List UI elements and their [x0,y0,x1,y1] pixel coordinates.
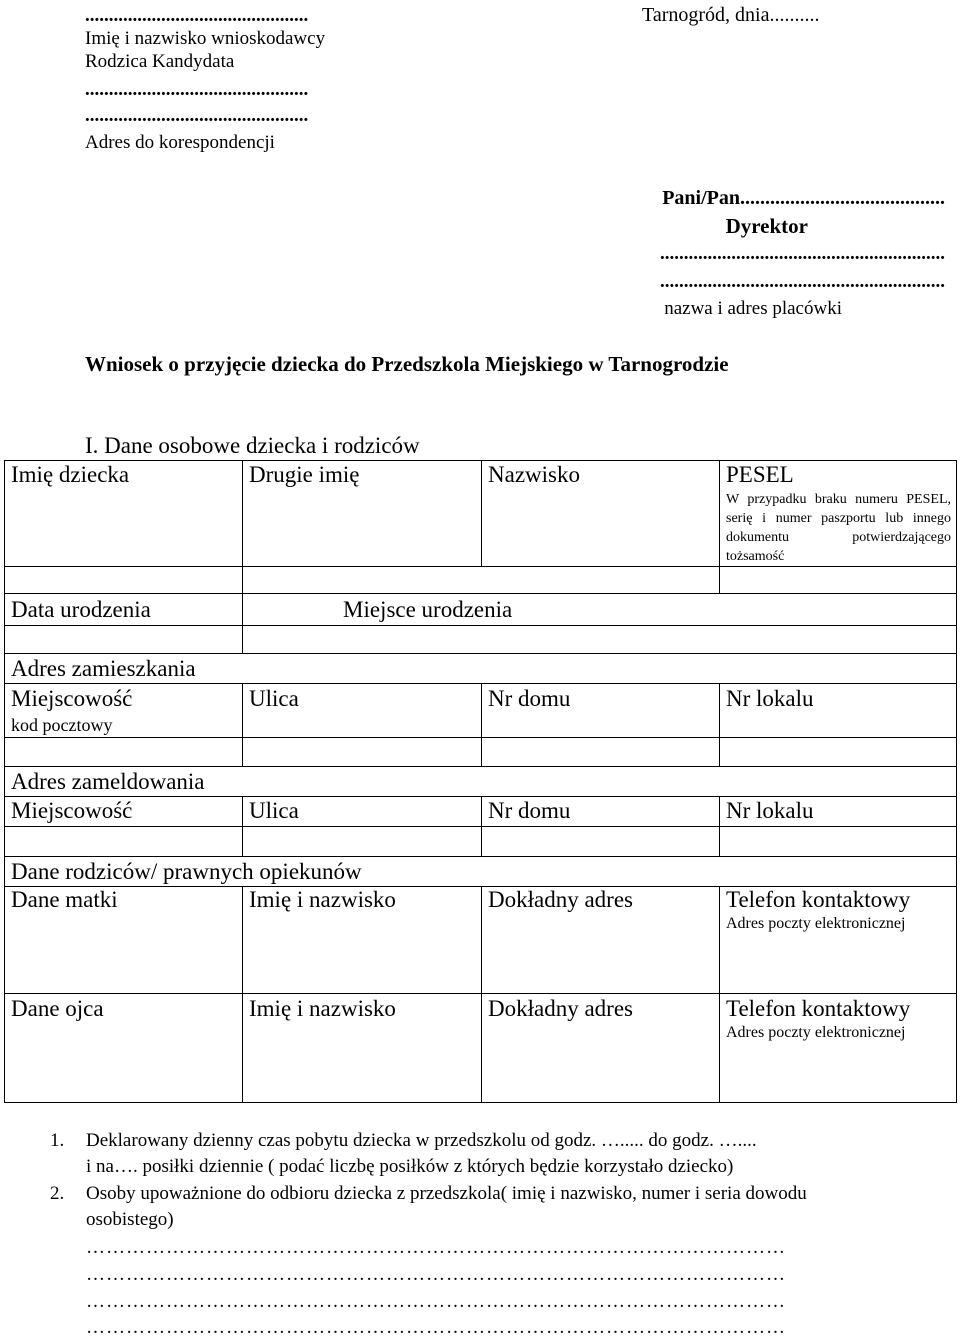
recipient-role: Dyrektor [725,214,808,238]
parents-heading: Dane rodziców/ prawnych opiekunów [11,859,362,884]
child-surname-label: Nazwisko [488,462,580,487]
mother-label: Dane matki [11,887,118,912]
child-names-field[interactable] [243,567,718,593]
authorized-persons-line-3[interactable]: …………………………………………………………………………………………… [86,1291,786,1312]
correspondence-address-label: Adres do korespondencji [85,132,275,153]
residence-postal-label: kod pocztowy [11,715,113,735]
father-email-label: Adres poczty elektronicznej [726,1024,906,1041]
residence-city-field[interactable] [5,738,242,766]
item-1-line-2: i na…. posiłki dziennie ( podać liczbę posiłków z których będzie korzystało dziecko) [86,1156,734,1177]
authorized-persons-line-2[interactable]: …………………………………………………………………………………………… [86,1264,786,1285]
residence-street-field[interactable] [243,738,480,766]
registration-flat-field[interactable] [720,827,956,856]
registration-house-field[interactable] [482,827,719,856]
residence-street-label: Ulica [249,686,299,711]
registration-city-field[interactable] [5,827,242,856]
item-2-line-1: Osoby upoważnione do odbioru dziecka z przedszkola( imię i nazwisko, numer i seria dowodu [86,1183,807,1204]
child-first-name-field[interactable] [5,567,242,593]
institution-dots-1: ............................................................ [660,243,945,264]
section-heading: I. Dane osobowe dziecka i rodziców [85,433,420,458]
residence-flat-field[interactable] [720,738,956,766]
registration-heading: Adres zameldowania [11,769,205,794]
residence-house-field[interactable] [482,738,719,766]
residence-house-label: Nr domu [488,686,571,711]
birth-place-field[interactable] [243,626,956,653]
birth-date-label: Data urodzenia [11,597,151,622]
birth-place-label: Miejsce urodzenia [343,597,513,622]
registration-city-label: Miejscowość [11,798,133,823]
institution-dots-2: ............................................................ [660,271,945,292]
place-date: Tarnogród, dnia.......... [642,4,820,26]
authorized-persons-line-1[interactable]: …………………………………………………………………………………………… [86,1237,786,1258]
item-2-line-2: osobistego) [86,1209,174,1230]
residence-city-label: Miejscowość [11,686,133,711]
mother-address-label: Dokładny adres [488,887,633,912]
pesel-note: W przypadku braku numeru PESEL, serię i numer paszportu lub innego dokumentu potwierdzającego tożsamość [726,492,951,564]
child-pesel-label: PESEL [726,462,794,487]
applicant-address-dots-1: ............................................... [85,79,309,100]
child-pesel-field[interactable] [720,567,956,593]
item-2-number: 2. [50,1183,65,1204]
institution-label: nazwa i adres placówki [664,298,842,319]
father-label: Dane ojca [11,996,104,1021]
applicant-name-sublabel: Rodzica Kandydata [85,51,235,72]
authorized-persons-line-4[interactable]: …………………………………………………………………………………………… [86,1317,786,1338]
applicant-name-label: Imię i nazwisko wnioskodawcy [85,28,326,49]
registration-street-label: Ulica [249,798,299,823]
mother-name-label: Imię i nazwisko [249,887,396,912]
registration-flat-label: Nr lokalu [726,798,814,823]
mother-email-label: Adres poczty elektronicznej [726,915,906,932]
residence-heading: Adres zamieszkania [11,656,196,681]
applicant-name-dots: ............................................... [85,5,309,26]
recipient-name: Pani/Pan......................................... [662,187,945,209]
registration-street-field[interactable] [243,827,480,856]
father-name-label: Imię i nazwisko [249,996,396,1021]
father-phone-label: Telefon kontaktowy [726,996,911,1021]
father-address-label: Dokładny adres [488,996,633,1021]
residence-flat-label: Nr lokalu [726,686,814,711]
birth-date-field[interactable] [5,626,242,653]
item-1-number: 1. [50,1130,65,1151]
item-1-line-1: Deklarowany dzienny czas pobytu dziecka w przedszkolu od godz. …..... do godz. ….... [86,1130,757,1151]
child-second-name-label: Drugie imię [249,462,360,487]
applicant-address-dots-2: ............................................... [85,105,309,126]
registration-house-label: Nr domu [488,798,571,823]
mother-phone-label: Telefon kontaktowy [726,887,911,912]
child-first-name-label: Imię dziecka [11,462,130,487]
application-title: Wniosek o przyjęcie dziecka do Przedszkola Miejskiego w Tarnogrodzie [85,352,729,376]
